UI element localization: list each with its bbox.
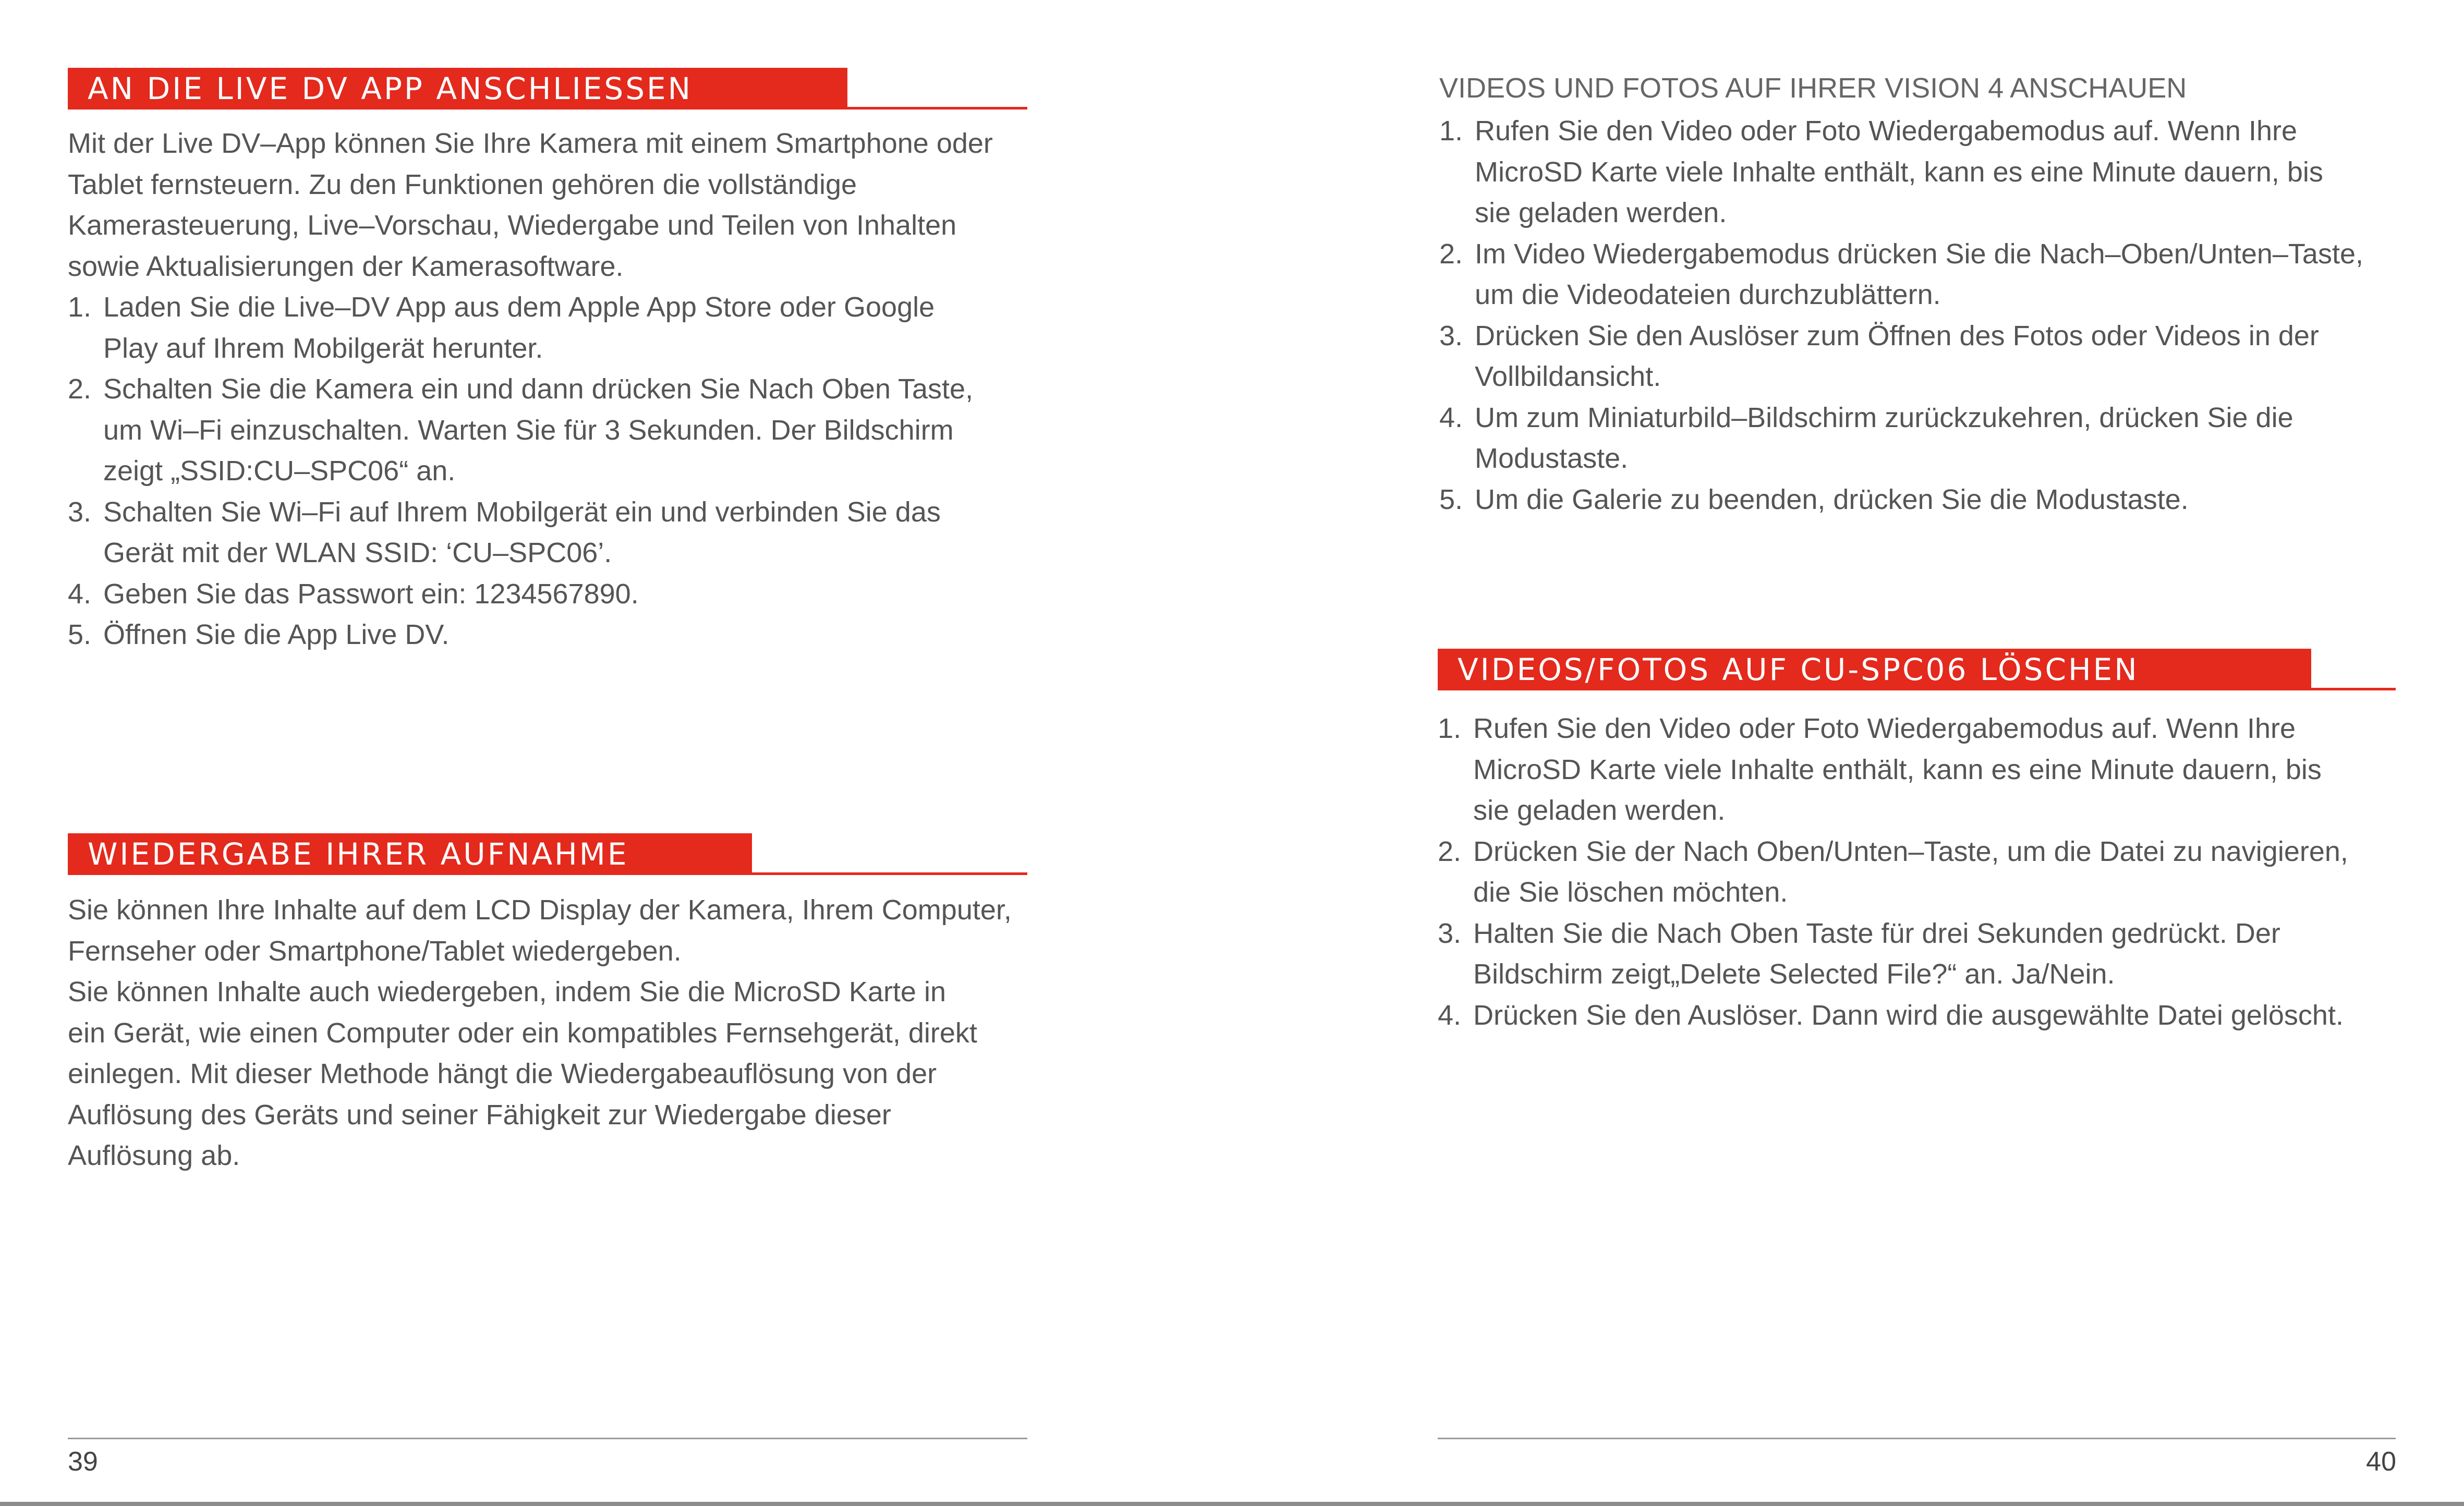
- heading-rule: [2311, 688, 2396, 690]
- section-banner-playback: [68, 833, 1027, 875]
- list-item: 2. Schalten Sie die Kamera ein und dann drücken Sie Nach Oben Taste, um Wi–Fi einzuschalten. Warten Sie für 3 Sekunden. Der Bildschirm zeigt „SSID:CU–SPC06“ an.: [68, 373, 974, 487]
- list-item: 4. Drücken Sie den Auslöser. Dann wird die ausgewählte Datei gelöscht.: [1438, 999, 2344, 1031]
- intro-paragraph: Mit der Live DV–App können Sie Ihre Kamera mit einem Smartphone oder Tablet fernsteuern. Zu den Funktionen gehören die vollständige Kamerasteuerung, Live–Vorschau, Wiedergabe und Teilen von Inhalten sowie Aktualisierungen der Kamerasoftware.: [68, 128, 993, 282]
- paragraph: Sie können Ihre Inhalte auf dem LCD Display der Kamera, Ihrem Computer, Fernseher oder Smartphone/Tablet wiedergeben.: [68, 894, 1012, 967]
- list-item: 3. Halten Sie die Nach Oben Taste für drei Sekunden gedrückt. Der Bildschirm zeigt„Delete Selected File?“ an. Ja/Nein.: [1438, 917, 2280, 990]
- page-bottom-edge: [0, 1502, 2464, 1506]
- view-media-content: [1439, 111, 2363, 520]
- section-banner-connect-app: [68, 68, 1027, 110]
- list-item: 4. Um zum Miniaturbild–Bildschirm zurückzukehren, drücken Sie die Modustaste.: [1439, 402, 2293, 474]
- list-item: 1. Rufen Sie den Video oder Foto Wiedergabemodus auf. Wenn Ihre MicroSD Karte viele Inhalte enthält, kann es eine Minute dauern, bis sie geladen werden.: [1438, 713, 2322, 826]
- footer-divider: [68, 1438, 1027, 1439]
- list-item: 3. Schalten Sie Wi–Fi auf Ihrem Mobilgerät ein und verbinden Sie das Gerät mit der WLAN SSID: ‘CU–SPC06’.: [68, 496, 941, 568]
- list-item: 2. Im Video Wiedergabemodus drücken Sie die Nach–Oben/Unten–Taste, um die Videodateien durchzublättern.: [1439, 238, 2364, 310]
- section-heading-view-media: VIDEOS UND FOTOS AUF IHRER VISION 4 ANSCHAUEN: [1439, 72, 2187, 104]
- page-number: 40: [2366, 1447, 2396, 1477]
- view-steps-list: [1439, 111, 2363, 520]
- connect-steps-list: [68, 287, 993, 655]
- list-item: 5. Um die Galerie zu beenden, drücken Sie die Modustaste.: [1439, 483, 2189, 515]
- list-item: 3. Drücken Sie den Auslöser zum Öffnen des Fotos oder Videos in der Vollbildansicht.: [1439, 320, 2319, 392]
- delete-steps-list: [1438, 708, 2348, 1036]
- section-heading: VIDEOS/FOTOS AUF CU-SPC06 LÖSCHEN: [1438, 649, 2311, 690]
- list-item: 4. Geben Sie das Passwort ein: 1234567890.: [68, 578, 639, 610]
- paragraph: Sie können Inhalte auch wiedergeben, indem Sie die MicroSD Karte in ein Gerät, wie einen Computer oder ein kompatibles Fernsehgerät, direkt einlegen. Mit dieser Methode hängt die Wiedergabeauflösung von der Auflösung des Geräts und seiner Fähigkeit zur Wiedergabe dieser Auflösung ab.: [68, 976, 977, 1171]
- playback-content: [68, 890, 1012, 1176]
- footer-divider: [1438, 1438, 2396, 1439]
- section-heading: AN DIE LIVE DV APP ANSCHLIESSEN: [68, 68, 847, 110]
- list-item: 1. Laden Sie die Live–DV App aus dem Apple App Store oder Google Play auf Ihrem Mobilgerät herunter.: [68, 292, 935, 364]
- delete-media-content: [1438, 708, 2348, 1036]
- section-banner-delete-media: [1438, 649, 2396, 690]
- heading-rule: [847, 107, 1027, 110]
- heading-rule: [752, 872, 1027, 875]
- connect-app-content: [68, 123, 993, 655]
- section-heading: WIEDERGABE IHRER AUFNAHME: [68, 833, 752, 875]
- right-page: [1232, 0, 2464, 1506]
- list-item: 2. Drücken Sie der Nach Oben/Unten–Taste, um die Datei zu navigieren, die Sie löschen möchten.: [1438, 835, 2348, 908]
- list-item: 5. Öffnen Sie die App Live DV.: [68, 619, 450, 650]
- list-item: 1. Rufen Sie den Video oder Foto Wiedergabemodus auf. Wenn Ihre MicroSD Karte viele Inhalte enthält, kann es eine Minute dauern, bis sie geladen werden.: [1439, 115, 2323, 228]
- page-number: 39: [68, 1447, 98, 1477]
